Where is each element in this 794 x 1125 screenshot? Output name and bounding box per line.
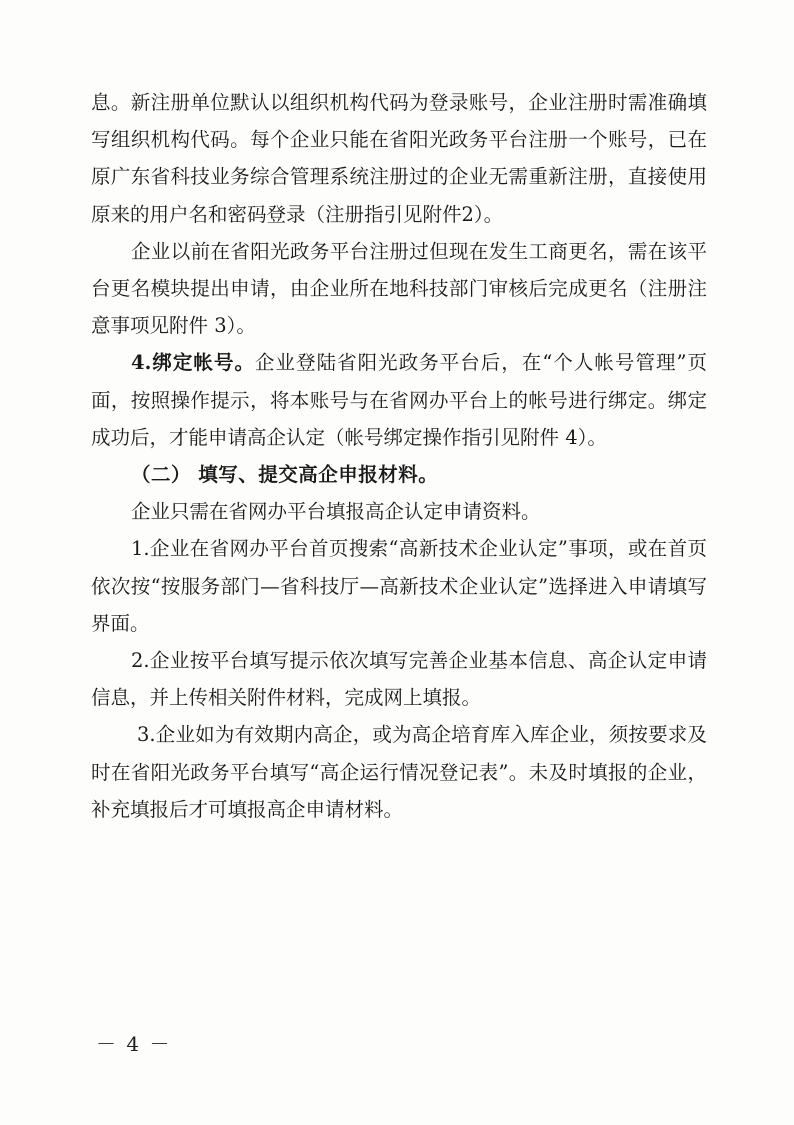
bind-account-body: 企业登陆省阳光政务平台后，在“个人帐号管理”页面，按照操作提示，将本账号与在省网办平台上的帐号进行绑定。绑定成功后，才能申请高企认定（帐号绑定操作指引见附件 4）。 — [91, 351, 707, 449]
paragraph-registration-continued: 息。新注册单位默认以组织机构代码为登录账号，企业注册时需准确填写组织机构代码。每个企业只能在省阳光政务平台注册一个账号，已在原广东省科技业务综合管理系统注册过的企业无需重新注册，直接使用原来的用户名和密码登录（注册指引见附件2）。 — [91, 91, 707, 226]
document-body — [91, 84, 707, 828]
paragraph-step-1-search: 1.企业在省网办平台首页搜索“高新技术企业认定”事项，或在首页依次按“按服务部门—省科技厅—高新技术企业认定”选择进入申请填写界面。 — [91, 537, 707, 635]
paragraph-bind-account — [91, 344, 707, 456]
paragraph-step-2-fill-info: 2.企业按平台填写提示依次填写完善企业基本信息、高企认定申请信息，并上传相关附件材料，完成网上填报。 — [91, 649, 707, 710]
page-number: － 4 － — [96, 1032, 172, 1056]
paragraph-fill-application: 企业只需在省网办平台填报高企认定申请资料。 — [131, 500, 541, 524]
paragraph-step-3-registration-form: 3.企业如为有效期内高企，或为高企培育库入库企业，须按要求及时在省阳光政务平台填写“高企运行情况登记表”。未及时填报的企业，补充填报后才可填报高企申请材料。 — [91, 723, 707, 821]
paragraph-name-change: 企业以前在省阳光政务平台注册过但现在发生工商更名，需在该平台更名模块提出申请，由企业所在地科技部门审核后完成更名（注册注意事项见附件 3）。 — [91, 239, 707, 338]
bind-account-heading: 4.绑定帐号。 — [131, 351, 256, 375]
section-heading-submit-materials: （二） 填写、提交高企申报材料。 — [131, 463, 439, 487]
